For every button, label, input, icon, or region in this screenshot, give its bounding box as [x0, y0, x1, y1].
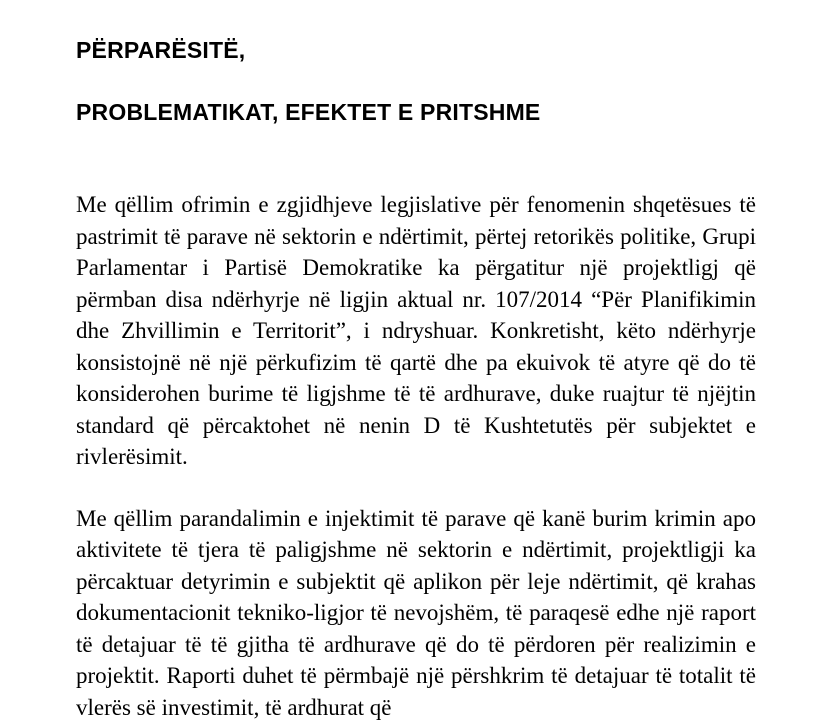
page-title	[76, 4, 756, 159]
document-body	[76, 189, 756, 723]
body-paragraph-1: Me qëllim ofrimin e zgjidhjeve legjislative për fenomenin shqetësues të pastrimit të parave në sektorin e ndërtimit, përtej retorikës politike, Grupi Parlamentar i Partisë Demokratike ka përgatitur një projektligj që përmban disa ndërhyrje në ligjin aktual nr. 107/2014 “Për Planifikimin dhe Zhvillimin e Territorit”, i ndryshuar. Konkretisht, këto ndërhyrje konsistojnë në një përkufizim të qartë dhe pa ekuivok të atyre që do të konsiderohen burime të ligjshme të të ardhurave, duke ruajtur të njëjtin standard që përcaktohet në nenin D të Kushtetutës për subjektet e rivlerësimit.	[76, 189, 756, 473]
body-paragraph-2: Me qëllim parandalimin e injektimit të parave që kanë burim krimin apo aktivitete të tjera të paligjshme në sektorin e ndërtimit, projektligji ka përcaktuar detyrimin e subjektit që aplikon për leje ndërtimit, që krahas dokumentacionit tekniko-ligjor të nevojshëm, të paraqesë edhe një raport të detajuar të të gjitha të ardhurave që do të përdoren për realizimin e projektit. Raporti duhet të përmbajë një përshkrim të detajuar të totalit të vlerës së investimit, të ardhurat që	[76, 503, 756, 723]
page-title-line-1: PËRPARËSITË,	[76, 35, 756, 66]
page-title-line-2: PROBLEMATIKAT, EFEKTET E PRITSHME	[76, 97, 756, 128]
